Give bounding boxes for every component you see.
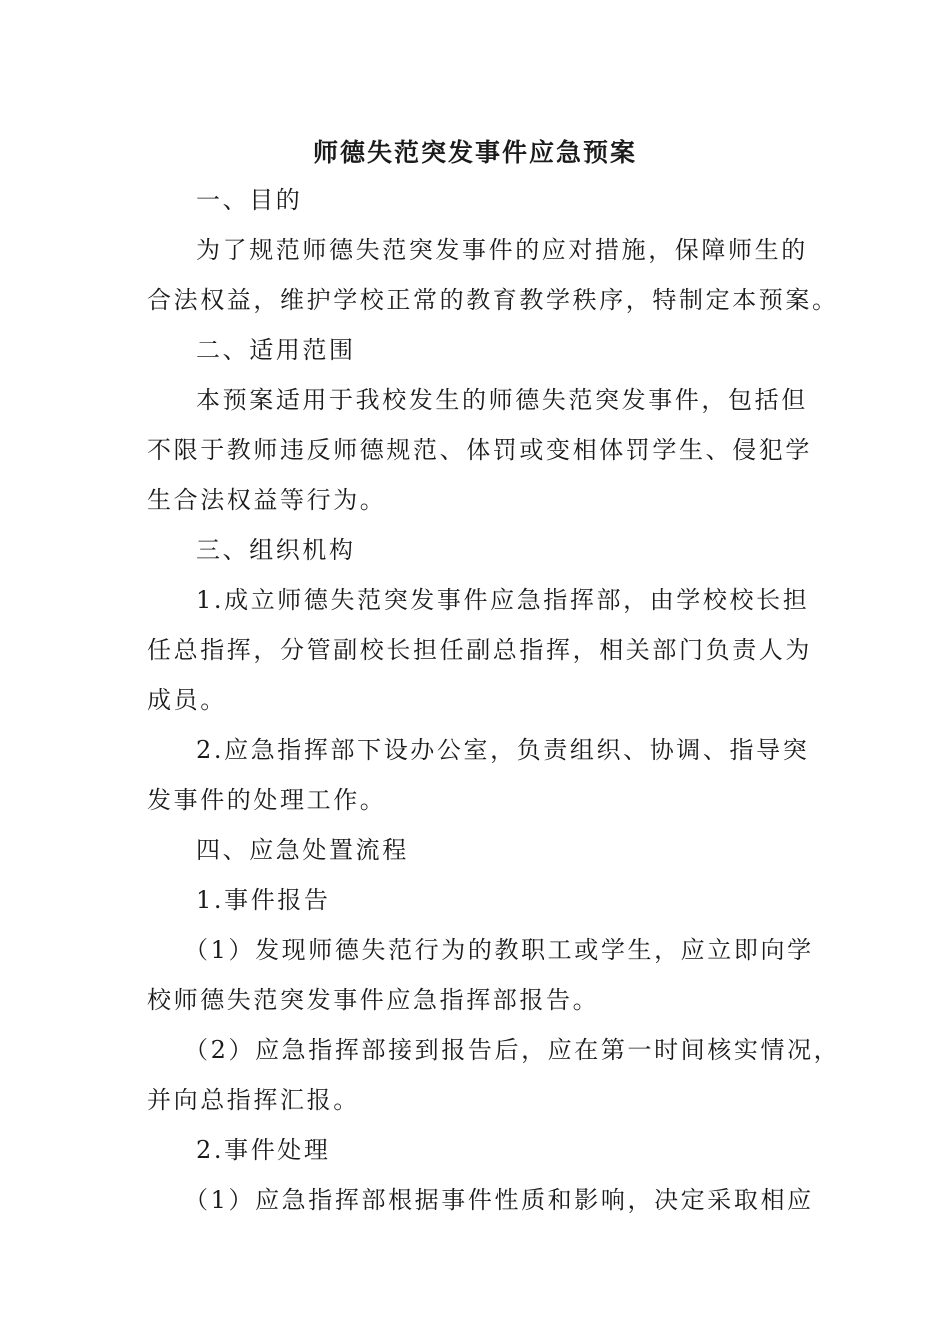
subsection-heading-report: 1.事件报告 bbox=[196, 886, 331, 914]
paragraph-line: 本预案适用于我校发生的师德失范突发事件，包括但 bbox=[196, 386, 808, 414]
paragraph-line: 1.成立师德失范突发事件应急指挥部，由学校校长担 bbox=[196, 586, 810, 614]
paragraph-line: （2）应急指挥部接到报告后，应在第一时间核实情况， bbox=[184, 1036, 841, 1064]
subsection-heading-handling: 2.事件处理 bbox=[196, 1136, 331, 1164]
paragraph-line: （1）应急指挥部根据事件性质和影响，决定采取相应 bbox=[184, 1186, 814, 1214]
section-heading-organization: 三、组织机构 bbox=[196, 536, 356, 564]
paragraph-line: 发事件的处理工作。 bbox=[147, 786, 387, 814]
paragraph-line: 任总指挥，分管副校长担任副总指挥，相关部门负责人为 bbox=[147, 636, 812, 664]
paragraph-line: 并向总指挥汇报。 bbox=[147, 1086, 360, 1114]
section-heading-purpose: 一、目的 bbox=[196, 186, 303, 214]
section-heading-procedure: 四、应急处置流程 bbox=[196, 836, 409, 864]
paragraph-line: 为了规范师德失范突发事件的应对措施，保障师生的 bbox=[196, 236, 808, 264]
section-heading-scope: 二、适用范围 bbox=[196, 336, 356, 364]
paragraph-line: （1）发现师德失范行为的教职工或学生，应立即向学 bbox=[184, 936, 814, 964]
paragraph-line: 生合法权益等行为。 bbox=[147, 486, 387, 514]
paragraph-line: 2.应急指挥部下设办公室，负责组织、协调、指导突 bbox=[196, 736, 810, 764]
paragraph-line: 合法权益，维护学校正常的教育教学秩序，特制定本预案。 bbox=[147, 286, 839, 314]
paragraph-line: 成员。 bbox=[147, 686, 227, 714]
document-title: 师德失范突发事件应急预案 bbox=[312, 138, 637, 167]
paragraph-line: 不限于教师违反师德规范、体罚或变相体罚学生、侵犯学 bbox=[147, 436, 812, 464]
paragraph-line: 校师德失范突发事件应急指挥部报告。 bbox=[147, 986, 600, 1014]
